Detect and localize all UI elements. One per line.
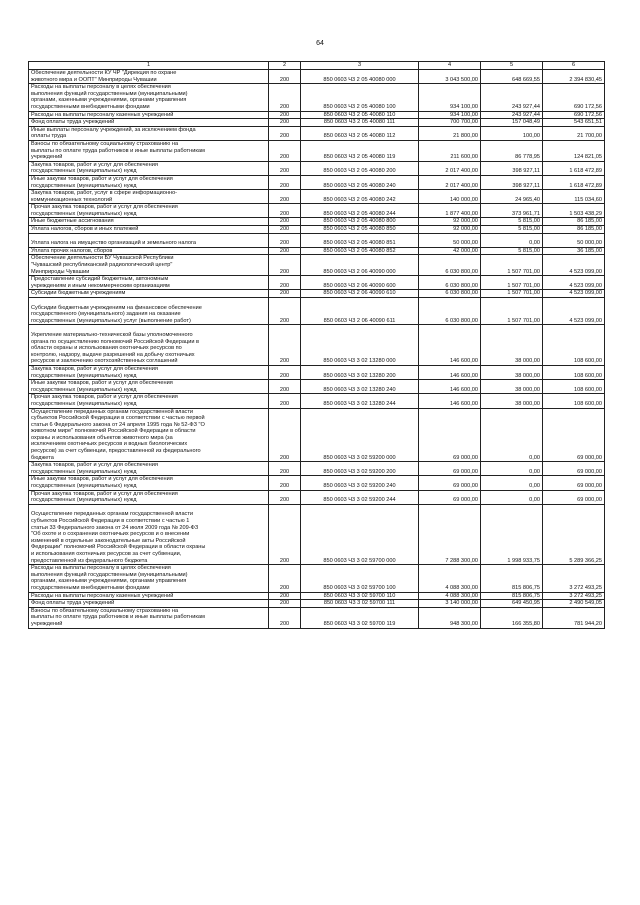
- row-kbk-cell: 850 0603 Ч3 3 02 13280 200: [301, 365, 419, 379]
- row-kbk-cell: 850 0603 Ч3 3 02 59700 119: [301, 607, 419, 628]
- table-row: [29, 140, 605, 161]
- column-header: 5: [481, 62, 543, 70]
- row-plan-cell: 2 017 400,00: [419, 161, 481, 175]
- table-row: [29, 394, 605, 408]
- row-kbk-cell: 850 0603 Ч3 2 06 40090 610: [301, 290, 419, 298]
- row-plan-cell: 146 600,00: [419, 380, 481, 394]
- row-remainder-cell: 4 523 099,00: [543, 276, 605, 290]
- row-kbk-cell: 850 0603 Ч3 3 02 59200 000: [301, 408, 419, 462]
- row-name-cell: Осуществление переданных органам государственной власти субъектов Российской Федерации в соответствии с частью первой статьи 6 Федерального закона от 24 апреля 1995 года № 52-ФЗ "О животном мире" полномочий Российской Федерации в области охраны и использования объектов животного мира (за исключением охотничьих ресурсов и водных биологических ресурсов) за счет субвенции, предоставленной из федерального бюджета: [29, 408, 269, 462]
- row-plan-cell: 92 000,00: [419, 226, 481, 234]
- column-header: 2: [269, 62, 301, 70]
- row-executed-cell: 38 000,00: [481, 380, 543, 394]
- row-name-cell: Иные закупки товаров, работ и услуг для обеспечения государственных (муниципальных) нужд: [29, 175, 269, 189]
- column-header: 1: [29, 62, 269, 70]
- row-plan-cell: 69 000,00: [419, 408, 481, 462]
- row-kbk-cell: 850 0603 Ч3 2 05 40080 000: [301, 70, 419, 84]
- table-row: [29, 276, 605, 290]
- row-kbk-cell: 850 0603 Ч3 2 05 40080 119: [301, 140, 419, 161]
- row-name-cell: Обеспечение деятельности БУ Чувашской Республики "Чувашский республиканский радиологический центр" Минприроды Чувашии: [29, 255, 269, 276]
- row-remainder-cell: 69 000,00: [543, 408, 605, 462]
- row-remainder-cell: 108 600,00: [543, 394, 605, 408]
- row-code-cell: 200: [269, 276, 301, 290]
- row-kbk-cell: 850 0603 Ч3 3 02 59700 111: [301, 600, 419, 608]
- row-code-cell: 200: [269, 126, 301, 140]
- row-plan-cell: 211 600,00: [419, 140, 481, 161]
- row-name-cell: Субсидии бюджетным учреждениям на финансовое обеспечение государственного (муниципального) задания на оказание государственных (муниципальных) услуг (выполнение работ): [29, 298, 269, 325]
- row-name-cell: Расходы на выплаты персоналу казенных учреждений: [29, 111, 269, 119]
- row-remainder-cell: 1 618 472,89: [543, 161, 605, 175]
- row-plan-cell: 146 600,00: [419, 325, 481, 366]
- row-remainder-cell: 781 944,20: [543, 607, 605, 628]
- row-remainder-cell: 3 272 493,25: [543, 565, 605, 592]
- row-executed-cell: 38 000,00: [481, 365, 543, 379]
- row-executed-cell: 398 927,11: [481, 175, 543, 189]
- row-name-cell: Субсидии бюджетным учреждениям: [29, 290, 269, 298]
- row-name-cell: Осуществление переданных органам государственной власти субъектов Российской Федерации в соответствии с частью 1 статьи 33 Федерального закона от 24 июля 2009 года № 209-ФЗ "Об охоте и о сохранении охотничьих ресурсов и о внесении изменений в отдельные законодательные акты Российской Федерации" полномочий Российской Федерации в области охраны и использования охотничьих ресурсов за счет субвенции, предоставленной из федерального бюджета: [29, 504, 269, 564]
- row-executed-cell: 815 806,75: [481, 592, 543, 600]
- row-code-cell: 200: [269, 161, 301, 175]
- row-plan-cell: 7 288 300,00: [419, 504, 481, 564]
- row-plan-cell: 146 600,00: [419, 365, 481, 379]
- row-remainder-cell: 36 185,00: [543, 247, 605, 255]
- table-row: [29, 111, 605, 119]
- row-remainder-cell: 124 821,05: [543, 140, 605, 161]
- column-header: 3: [301, 62, 419, 70]
- row-executed-cell: 5 815,00: [481, 226, 543, 234]
- row-executed-cell: 649 450,95: [481, 600, 543, 608]
- row-executed-cell: 157 048,49: [481, 119, 543, 127]
- row-remainder-cell: 108 600,00: [543, 325, 605, 366]
- table-row: [29, 190, 605, 204]
- row-name-cell: Закупка товаров, работ и услуг для обеспечения государственных (муниципальных) нужд: [29, 365, 269, 379]
- row-plan-cell: 140 000,00: [419, 190, 481, 204]
- table-row: [29, 226, 605, 234]
- row-kbk-cell: 850 0603 Ч3 2 05 40080 110: [301, 111, 419, 119]
- row-name-cell: Прочая закупка товаров, работ и услуг для обеспечения государственных (муниципальных) нужд: [29, 204, 269, 218]
- row-plan-cell: 3 140 000,00: [419, 600, 481, 608]
- table-row: [29, 290, 605, 298]
- row-name-cell: Закупка товаров, работ и услуг для обеспечения государственных (муниципальных) нужд: [29, 161, 269, 175]
- row-code-cell: 200: [269, 218, 301, 226]
- row-name-cell: Расходы на выплаты персоналу в целях обеспечения выполнения функций государственными (муниципальными) органами, казенными учреждениями, органами управления государственными внебюджетными фондами: [29, 565, 269, 592]
- table-row: [29, 600, 605, 608]
- row-name-cell: Иные выплаты персоналу учреждений, за исключением фонда оплаты труда: [29, 126, 269, 140]
- row-plan-cell: 6 030 800,00: [419, 298, 481, 325]
- row-code-cell: 200: [269, 325, 301, 366]
- row-code-cell: 200: [269, 600, 301, 608]
- table-row: [29, 119, 605, 127]
- row-remainder-cell: 50 000,00: [543, 233, 605, 247]
- row-kbk-cell: 850 0603 Ч3 2 05 40080 800: [301, 218, 419, 226]
- row-remainder-cell: 108 600,00: [543, 380, 605, 394]
- row-code-cell: 200: [269, 298, 301, 325]
- row-kbk-cell: 850 0603 Ч3 2 06 40090 611: [301, 298, 419, 325]
- header-row: [29, 62, 605, 70]
- row-plan-cell: 69 000,00: [419, 490, 481, 504]
- table-row: [29, 462, 605, 476]
- row-plan-cell: 2 017 400,00: [419, 175, 481, 189]
- row-executed-cell: 86 778,95: [481, 140, 543, 161]
- row-plan-cell: 4 088 300,00: [419, 592, 481, 600]
- row-executed-cell: 648 669,55: [481, 70, 543, 84]
- row-remainder-cell: 543 651,51: [543, 119, 605, 127]
- row-remainder-cell: 21 700,00: [543, 126, 605, 140]
- table-body: [29, 70, 605, 629]
- row-name-cell: Взносы по обязательному социальному страхованию на выплаты по оплате труда работников и иные выплаты работникам учреждений: [29, 607, 269, 628]
- row-kbk-cell: 850 0603 Ч3 2 05 40080 100: [301, 84, 419, 111]
- row-remainder-cell: 2 490 549,05: [543, 600, 605, 608]
- table-row: [29, 607, 605, 628]
- row-name-cell: Взносы по обязательному социальному страхованию на выплаты по оплате труда работников и иные выплаты работникам учреждений: [29, 140, 269, 161]
- row-kbk-cell: 850 0603 Ч3 2 05 40080 112: [301, 126, 419, 140]
- table-row: [29, 298, 605, 325]
- row-name-cell: Закупка товаров, работ и услуг для обеспечения государственных (муниципальных) нужд: [29, 462, 269, 476]
- table-row: [29, 476, 605, 490]
- row-code-cell: 200: [269, 290, 301, 298]
- row-name-cell: Уплата налога на имущество организаций и земельного налога: [29, 233, 269, 247]
- row-kbk-cell: 850 0603 Ч3 2 05 40080 200: [301, 161, 419, 175]
- row-executed-cell: 243 927,44: [481, 84, 543, 111]
- row-executed-cell: 166 355,80: [481, 607, 543, 628]
- row-plan-cell: 1 877 400,00: [419, 204, 481, 218]
- row-plan-cell: 934 100,00: [419, 84, 481, 111]
- row-remainder-cell: 69 000,00: [543, 476, 605, 490]
- row-executed-cell: 38 000,00: [481, 325, 543, 366]
- row-executed-cell: 243 927,44: [481, 111, 543, 119]
- row-executed-cell: 24 965,40: [481, 190, 543, 204]
- table-row: [29, 218, 605, 226]
- row-executed-cell: 1 507 701,00: [481, 255, 543, 276]
- row-remainder-cell: 86 185,00: [543, 218, 605, 226]
- row-code-cell: 200: [269, 462, 301, 476]
- row-kbk-cell: 850 0603 Ч3 3 02 13280 000: [301, 325, 419, 366]
- table-row: [29, 84, 605, 111]
- row-plan-cell: 21 800,00: [419, 126, 481, 140]
- row-plan-cell: 50 000,00: [419, 233, 481, 247]
- row-kbk-cell: 850 0603 Ч3 2 05 40080 240: [301, 175, 419, 189]
- table-row: [29, 365, 605, 379]
- row-name-cell: Иные бюджетные ассигнования: [29, 218, 269, 226]
- row-code-cell: 200: [269, 247, 301, 255]
- column-header: 4: [419, 62, 481, 70]
- row-kbk-cell: 850 0603 Ч3 2 05 40080 244: [301, 204, 419, 218]
- row-remainder-cell: 3 272 493,25: [543, 592, 605, 600]
- row-kbk-cell: 850 0603 Ч3 3 02 59200 200: [301, 462, 419, 476]
- row-code-cell: 200: [269, 226, 301, 234]
- row-plan-cell: 6 030 800,00: [419, 276, 481, 290]
- row-code-cell: 200: [269, 490, 301, 504]
- row-kbk-cell: 850 0603 Ч3 2 05 40080 851: [301, 233, 419, 247]
- page-number: 64: [316, 40, 324, 47]
- row-code-cell: 200: [269, 592, 301, 600]
- budget-table: [28, 61, 605, 629]
- table-row: [29, 490, 605, 504]
- column-header: 6: [543, 62, 605, 70]
- row-code-cell: 200: [269, 175, 301, 189]
- row-name-cell: Иные закупки товаров, работ и услуг для обеспечения государственных (муниципальных) нужд: [29, 380, 269, 394]
- row-executed-cell: 1 507 701,00: [481, 290, 543, 298]
- row-executed-cell: 0,00: [481, 490, 543, 504]
- row-remainder-cell: 690 172,56: [543, 111, 605, 119]
- row-code-cell: 200: [269, 380, 301, 394]
- row-executed-cell: 1 507 701,00: [481, 276, 543, 290]
- row-plan-cell: 700 700,00: [419, 119, 481, 127]
- row-kbk-cell: 850 0603 Ч3 3 02 13280 240: [301, 380, 419, 394]
- row-name-cell: Предоставление субсидий бюджетным, автономным учреждениям и иным некоммерческим организациям: [29, 276, 269, 290]
- row-executed-cell: 5 815,00: [481, 218, 543, 226]
- row-plan-cell: 42 000,00: [419, 247, 481, 255]
- row-executed-cell: 1 507 701,00: [481, 298, 543, 325]
- row-remainder-cell: 4 523 099,00: [543, 290, 605, 298]
- row-remainder-cell: 1 618 472,89: [543, 175, 605, 189]
- row-name-cell: Фонд оплаты труда учреждений: [29, 119, 269, 127]
- row-plan-cell: 69 000,00: [419, 476, 481, 490]
- row-kbk-cell: 850 0603 Ч3 3 02 59700 000: [301, 504, 419, 564]
- table-row: [29, 233, 605, 247]
- row-code-cell: 200: [269, 365, 301, 379]
- row-code-cell: 200: [269, 70, 301, 84]
- row-code-cell: 200: [269, 233, 301, 247]
- table-row: [29, 204, 605, 218]
- row-kbk-cell: 850 0603 Ч3 2 05 40080 111: [301, 119, 419, 127]
- row-remainder-cell: 69 000,00: [543, 462, 605, 476]
- row-plan-cell: 934 100,00: [419, 111, 481, 119]
- row-executed-cell: 0,00: [481, 462, 543, 476]
- row-code-cell: 200: [269, 190, 301, 204]
- row-kbk-cell: 850 0603 Ч3 2 05 40080 850: [301, 226, 419, 234]
- row-code-cell: 200: [269, 394, 301, 408]
- row-kbk-cell: 850 0603 Ч3 3 02 59700 110: [301, 592, 419, 600]
- row-name-cell: Расходы на выплаты персоналу казенных учреждений: [29, 592, 269, 600]
- row-code-cell: 200: [269, 476, 301, 490]
- row-kbk-cell: 850 0603 Ч3 3 02 59200 244: [301, 490, 419, 504]
- row-remainder-cell: 690 172,56: [543, 84, 605, 111]
- row-remainder-cell: 69 000,00: [543, 490, 605, 504]
- row-plan-cell: 3 043 500,00: [419, 70, 481, 84]
- row-executed-cell: 373 961,71: [481, 204, 543, 218]
- table-row: [29, 408, 605, 462]
- row-plan-cell: 6 030 800,00: [419, 290, 481, 298]
- row-remainder-cell: 4 523 099,00: [543, 255, 605, 276]
- row-remainder-cell: 108 600,00: [543, 365, 605, 379]
- row-kbk-cell: 850 0603 Ч3 2 06 40090 600: [301, 276, 419, 290]
- row-kbk-cell: 850 0603 Ч3 2 06 40090 000: [301, 255, 419, 276]
- row-plan-cell: 4 088 300,00: [419, 565, 481, 592]
- row-plan-cell: 6 030 800,00: [419, 255, 481, 276]
- table-row: [29, 175, 605, 189]
- row-code-cell: 200: [269, 140, 301, 161]
- table-row: [29, 592, 605, 600]
- row-code-cell: 200: [269, 607, 301, 628]
- row-name-cell: Закупка товаров, работ, услуг в сфере информационно- коммуникационных технологий: [29, 190, 269, 204]
- row-kbk-cell: 850 0603 Ч3 3 02 59200 240: [301, 476, 419, 490]
- row-name-cell: Прочая закупка товаров, работ и услуг для обеспечения государственных (муниципальных) нужд: [29, 490, 269, 504]
- row-kbk-cell: 850 0603 Ч3 3 02 13280 244: [301, 394, 419, 408]
- row-executed-cell: 0,00: [481, 476, 543, 490]
- table-row: [29, 325, 605, 366]
- row-kbk-cell: 850 0603 Ч3 3 02 59700 100: [301, 565, 419, 592]
- row-code-cell: 200: [269, 204, 301, 218]
- row-code-cell: 200: [269, 119, 301, 127]
- row-executed-cell: 815 806,75: [481, 565, 543, 592]
- row-name-cell: Уплата прочих налогов, сборов: [29, 247, 269, 255]
- row-executed-cell: 398 927,11: [481, 161, 543, 175]
- row-code-cell: 200: [269, 565, 301, 592]
- table-row: [29, 504, 605, 564]
- table-row: [29, 126, 605, 140]
- row-code-cell: 200: [269, 408, 301, 462]
- row-code-cell: 200: [269, 255, 301, 276]
- row-remainder-cell: 5 289 366,25: [543, 504, 605, 564]
- table-row: [29, 247, 605, 255]
- row-plan-cell: 146 600,00: [419, 394, 481, 408]
- row-remainder-cell: 2 394 830,45: [543, 70, 605, 84]
- row-kbk-cell: 850 0603 Ч3 2 05 40080 242: [301, 190, 419, 204]
- row-remainder-cell: 1 503 438,29: [543, 204, 605, 218]
- row-code-cell: 200: [269, 84, 301, 111]
- row-code-cell: 200: [269, 111, 301, 119]
- row-remainder-cell: 4 523 099,00: [543, 298, 605, 325]
- row-name-cell: Укрепление материально-технической базы уполномоченного органа по осуществлению полномочий Российской Федерации в области охраны и использования охотничьих ресурсов по контролю, надзору, выдаче разрешений на добычу охотничьих ресурсов и заключению охотхозяйственных соглашений: [29, 325, 269, 366]
- row-name-cell: Расходы на выплаты персоналу в целях обеспечения выполнения функций государственными (муниципальными) органами, казенными учреждениями, органами управления государственными внебюджетными фондами: [29, 84, 269, 111]
- row-executed-cell: 5 815,00: [481, 247, 543, 255]
- table-row: [29, 380, 605, 394]
- row-plan-cell: 69 000,00: [419, 462, 481, 476]
- row-executed-cell: 1 998 933,75: [481, 504, 543, 564]
- row-name-cell: Фонд оплаты труда учреждений: [29, 600, 269, 608]
- table-row: [29, 70, 605, 84]
- row-executed-cell: 0,00: [481, 233, 543, 247]
- row-executed-cell: 100,00: [481, 126, 543, 140]
- table-row: [29, 255, 605, 276]
- table-row: [29, 161, 605, 175]
- row-code-cell: 200: [269, 504, 301, 564]
- row-name-cell: Уплата налогов, сборов и иных платежей: [29, 226, 269, 234]
- row-remainder-cell: 86 185,00: [543, 226, 605, 234]
- row-plan-cell: 92 000,00: [419, 218, 481, 226]
- row-plan-cell: 948 300,00: [419, 607, 481, 628]
- row-remainder-cell: 115 034,60: [543, 190, 605, 204]
- row-kbk-cell: 850 0603 Ч3 2 05 40080 852: [301, 247, 419, 255]
- row-name-cell: Прочая закупка товаров, работ и услуг для обеспечения государственных (муниципальных) нужд: [29, 394, 269, 408]
- row-name-cell: Обеспечение деятельности КУ ЧР "Дирекция по охране животного мира и ООПТ" Минприроды Чувашии: [29, 70, 269, 84]
- row-name-cell: Иные закупки товаров, работ и услуг для обеспечения государственных (муниципальных) нужд: [29, 476, 269, 490]
- row-executed-cell: 0,00: [481, 408, 543, 462]
- table-row: [29, 565, 605, 592]
- row-executed-cell: 38 000,00: [481, 394, 543, 408]
